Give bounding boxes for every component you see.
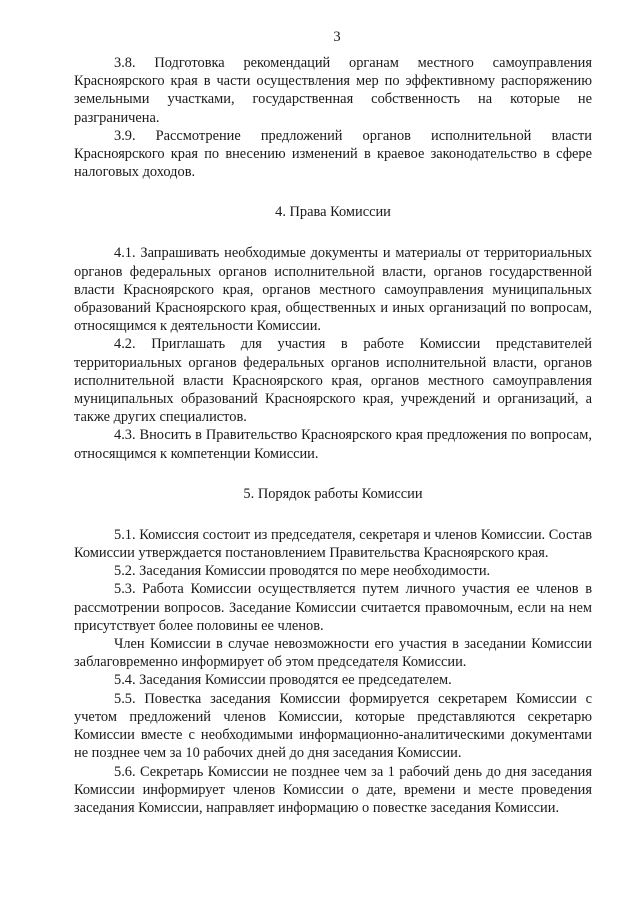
- section-4-heading: 4. Права Комиссии: [275, 204, 391, 221]
- paragraph-5-4: 5.4. Заседания Комиссии проводятся ее председателем.: [114, 672, 452, 689]
- paragraph-4-2: 4.2. Приглашать для участия в работе Комиссии представителей территориальных органов федеральных органов исполнительной власти, органов исполнительной власти Красноярского края, органов местного самоуправления муниципальных образований Красноярского края, учреждений и организаций, а также других специалистов.: [74, 336, 592, 426]
- paragraph-4-1: 4.1. Запрашивать необходимые документы и материалы от территориальных органов федеральных органов исполнительной власти, органов государственной власти Красноярского края, органов местного самоуправления муниципальных образований Красноярского края, общественных и иных организаций по вопросам, относящимся к деятельности Комиссии.: [74, 245, 592, 335]
- paragraph-3-8: 3.8. Подготовка рекомендаций органам местного самоуправления Красноярского края в части осуществления мер по эффективному распоряжению земельными участками, государственная собственность на которые не разграничена.: [74, 55, 592, 126]
- paragraph-5-3-member: Член Комиссии в случае невозможности его участия в заседании Комиссии заблаговременно информирует об этом председателя Комиссии.: [74, 636, 592, 671]
- page-number: 3: [333, 29, 341, 45]
- paragraph-5-2: 5.2. Заседания Комиссии проводятся по мере необходимости.: [114, 563, 491, 580]
- section-5-heading: 5. Порядок работы Комиссии: [243, 485, 423, 502]
- paragraph-5-6: 5.6. Секретарь Комиссии не позднее чем за 1 рабочий день до дня заседания Комиссии информирует членов Комиссии о дате, времени и месте проведения заседания Комиссии, направляет информацию о повестке заседания Комиссии.: [74, 763, 592, 816]
- paragraph-3-9: 3.9. Рассмотрение предложений органов исполнительной власти Красноярского края по внесению изменений в краевое законодательство в сфере налоговых доходов.: [74, 127, 592, 181]
- section-4: [74, 203, 592, 462]
- paragraph-4-3: 4.3. Вносить в Правительство Красноярского края предложения по вопросам, относящимся к компетенции Комиссии.: [74, 427, 592, 462]
- section-5: [74, 485, 592, 817]
- paragraph-5-5: 5.5. Повестка заседания Комиссии формируется секретарем Комиссии с учетом предложений членов Комиссии, которые представляются секретарю Комиссии вместе с необходимыми информационно-аналитическими документами не позднее чем за 10 рабочих дней до дня заседания Комиссии.: [74, 690, 592, 762]
- paragraph-5-1: 5.1. Комиссия состоит из председателя, секретаря и членов Комиссии. Состав Комиссии утверждается постановлением Правительства Красноярского края.: [74, 526, 592, 562]
- section-3-tail: [74, 54, 592, 181]
- paragraph-5-3: 5.3. Работа Комиссии осуществляется путем личного участия ее членов в рассмотрении вопросов. Заседание Комиссии считается правомочным, если на нем присутствует более половины ее членов.: [74, 581, 592, 634]
